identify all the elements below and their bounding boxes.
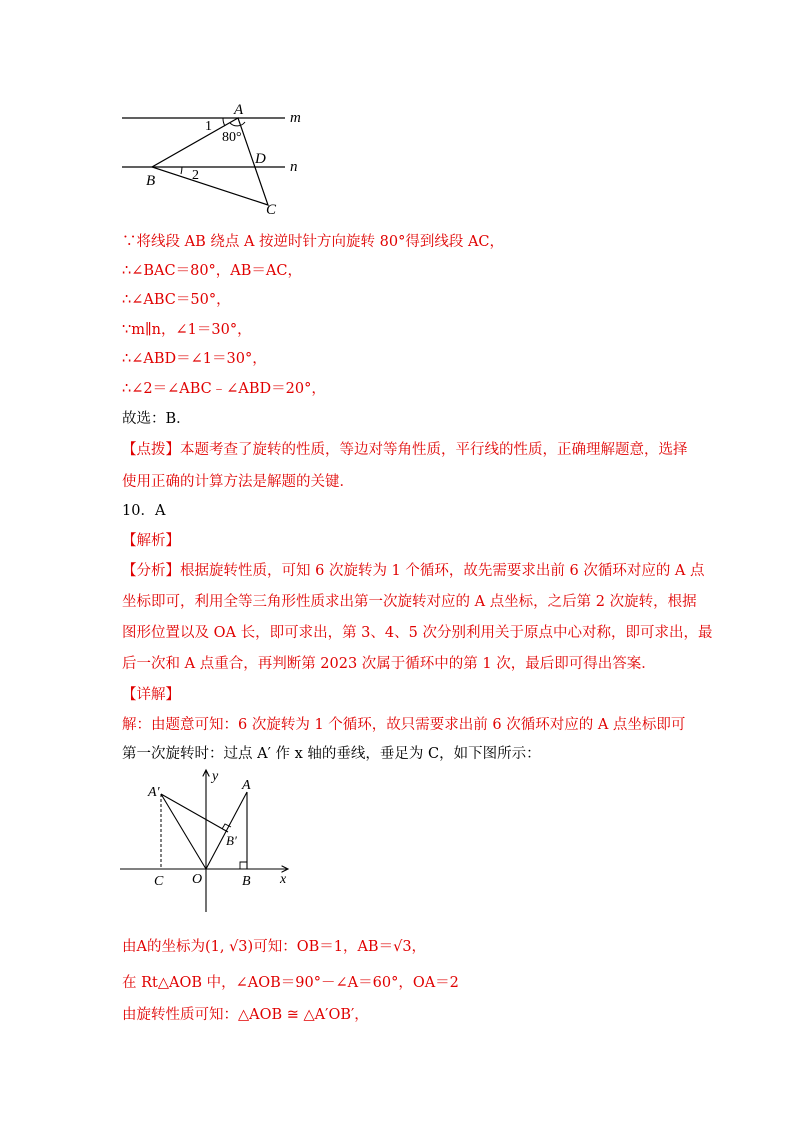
fig1-label-D: D [255,151,266,167]
text-line-coord: 由A的坐标为(1, √3)可知：OB＝1，AB＝√3， [122,939,427,955]
fig1-label-m: m [290,110,301,126]
fig2-label-B: B [242,874,251,889]
fig1-label-A: A [234,102,244,118]
jiexi-heading: 【解析】 [122,533,180,549]
fig2-label-C: C [154,874,164,889]
fig2-label-A: A [242,778,251,793]
text-line-fenxi-4: 后一次和 A 点重合，再判断第 2023 次属于循环中的第 1 次，最后即可得出答案． [122,656,656,672]
text-line-fenxi-1: 【分析】根据旋转性质，可知 6 次旋转为 1 个循环，故先需要求出前 6 次循环对应的 A 点 [122,563,705,579]
text-line-fenxi-3: 图形位置以及 OA 长，即可求出，第 3、4、5 次分别利用关于原点中心对称，即可求出，最 [122,625,713,641]
xiangjie-heading: 【详解】 [122,687,180,703]
fig2-label-x: x [280,872,287,887]
fig2-label-B-prime: B′ [226,833,237,848]
text-line-jie-1: 解：由题意可知：6 次旋转为 1 个循环，故只需要求出前 6 次循环对应的 A 点坐标即可 [122,717,686,733]
question-number: 10．A [122,503,166,519]
text-line-5: ∴∠ABD＝∠1＝30°， [122,351,267,367]
fig1-label-B: B [146,173,156,189]
figure-coordinate-rotation [118,762,298,917]
text-line-fenxi-2: 坐标即可，利用全等三角形性质求出第一次旋转对应的 A 点坐标，之后第 2 次旋转，根据 [122,594,697,610]
text-line-rt-triangle: 在 Rt△AOB 中，∠AOB＝90°－∠A＝60°，OA＝2 [122,975,459,991]
fig1-label-2: 2 [192,168,199,183]
text-line-dianbo-2: 使用正确的计算方法是解题的关键． [122,474,354,490]
fig2-label-y: y [212,769,219,784]
fig2-label-A-prime: A′ [148,785,160,800]
text-line-1: ∵将线段 AB 绕点 A 按逆时针方向旋转 80°得到线段 AC， [122,234,505,250]
text-line-6: ∴∠2＝∠ABC﹣∠ABD＝20°， [122,381,326,397]
figure-parallel-lines [110,100,330,220]
text-line-dianbo-1: 【点拨】本题考查了旋转的性质，等边对等角性质，平行线的性质，正确理解题意，选择 [122,442,688,458]
text-line-jie-2: 第一次旋转时：过点 A′ 作 x 轴的垂线，垂足为 C，如下图所示： [122,746,541,762]
fig1-label-1: 1 [205,119,212,134]
text-line-3: ∴∠ABC＝50°， [122,292,231,308]
text-line-2: ∴∠BAC＝80°，AB＝AC， [122,263,302,279]
text-line-answer: 故选：B． [122,411,191,427]
text-line-4: ∵m∥n，∠1＝30°， [122,322,252,338]
text-line-congruent: 由旋转性质可知：△AOB ≅ △A′OB′， [122,1007,369,1023]
fig2-label-O: O [192,872,203,887]
fig1-label-n: n [290,159,298,175]
fig1-label-80: 80° [222,130,242,145]
fig1-label-C: C [266,202,277,218]
